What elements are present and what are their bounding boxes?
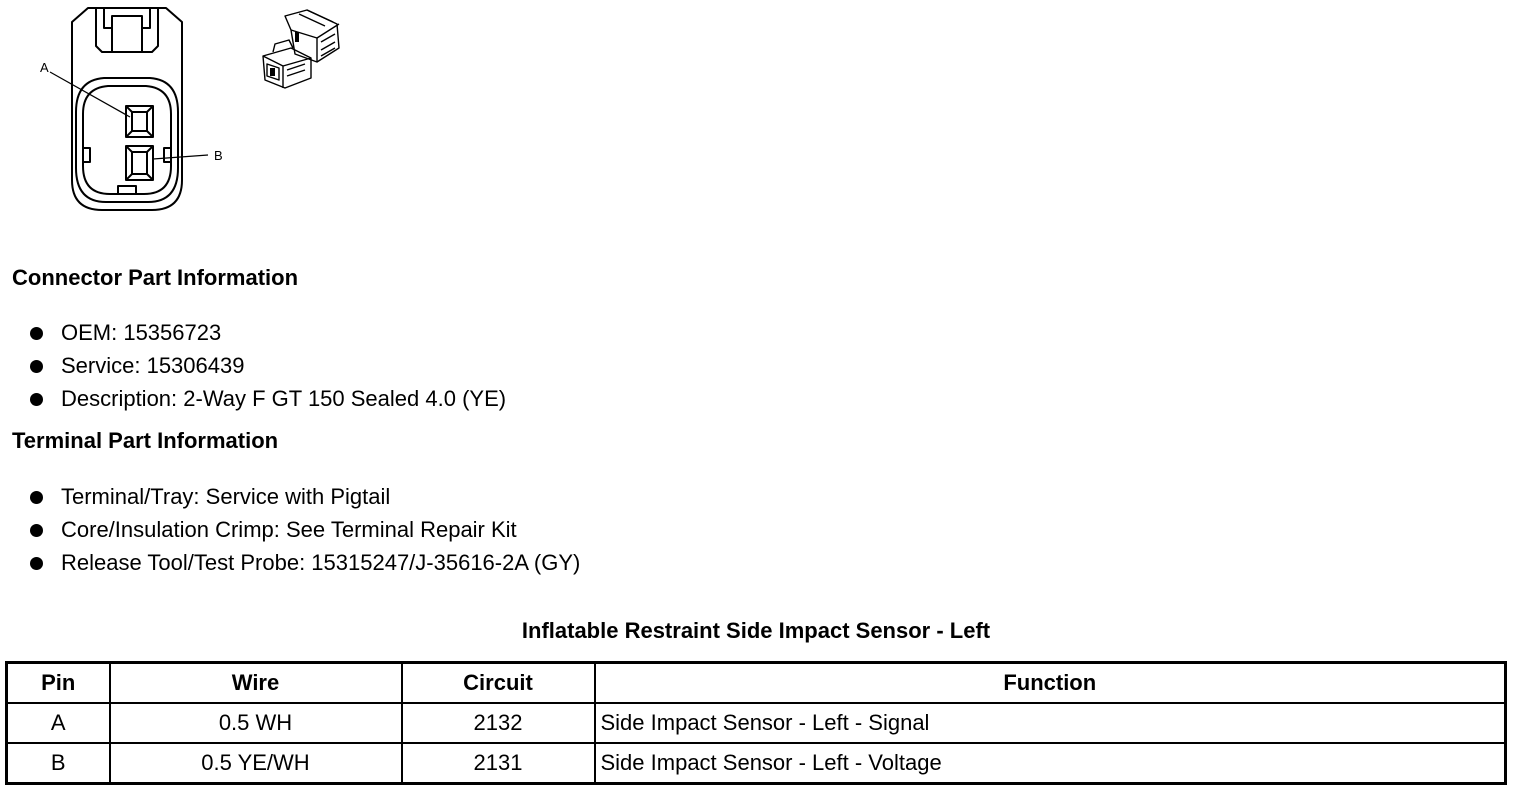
- terminal-part-info-heading: Terminal Part Information: [12, 428, 279, 453]
- bullet-icon: [30, 360, 43, 373]
- header-circuit: Circuit: [402, 663, 595, 704]
- connector-face-diagram: [30, 2, 240, 217]
- cell-function: Side Impact Sensor - Left - Voltage: [595, 743, 1506, 784]
- bullet-icon: [30, 393, 43, 406]
- release-tool-test-probe: Release Tool/Test Probe: 15315247/J-35616-2A (GY): [61, 550, 581, 575]
- cell-pin: B: [7, 743, 110, 784]
- core-insulation-crimp: Core/Insulation Crimp: See Terminal Repair Kit: [61, 517, 517, 542]
- cell-circuit: 2132: [402, 703, 595, 743]
- cell-pin: A: [7, 703, 110, 743]
- callout-b-label: B: [214, 148, 223, 163]
- terminal-tray: Terminal/Tray: Service with Pigtail: [61, 484, 391, 509]
- pinout-table: [5, 661, 1507, 785]
- callout-a-label: A: [40, 60, 49, 75]
- oem-part-number: OEM: 15356723: [61, 320, 222, 345]
- table-title: Inflatable Restraint Side Impact Sensor - Left: [521, 618, 991, 643]
- cell-wire: 0.5 WH: [110, 703, 402, 743]
- header-pin: Pin: [7, 663, 110, 704]
- service-part-number: Service: 15306439: [61, 353, 245, 378]
- bullet-icon: [30, 491, 43, 504]
- header-wire: Wire: [110, 663, 402, 704]
- connector-part-info-heading: Connector Part Information: [12, 265, 299, 290]
- bullet-icon: [30, 327, 43, 340]
- header-function: Function: [595, 663, 1506, 704]
- bullet-icon: [30, 557, 43, 570]
- table-row: [7, 703, 1506, 743]
- bullet-icon: [30, 524, 43, 537]
- table-row: [7, 743, 1506, 784]
- table-header-row: [7, 663, 1506, 704]
- cell-circuit: 2131: [402, 743, 595, 784]
- connector-isometric-view: [255, 8, 343, 90]
- cell-function: Side Impact Sensor - Left - Signal: [595, 703, 1506, 743]
- cell-wire: 0.5 YE/WH: [110, 743, 402, 784]
- connector-description: Description: 2-Way F GT 150 Sealed 4.0 (YE): [61, 386, 507, 411]
